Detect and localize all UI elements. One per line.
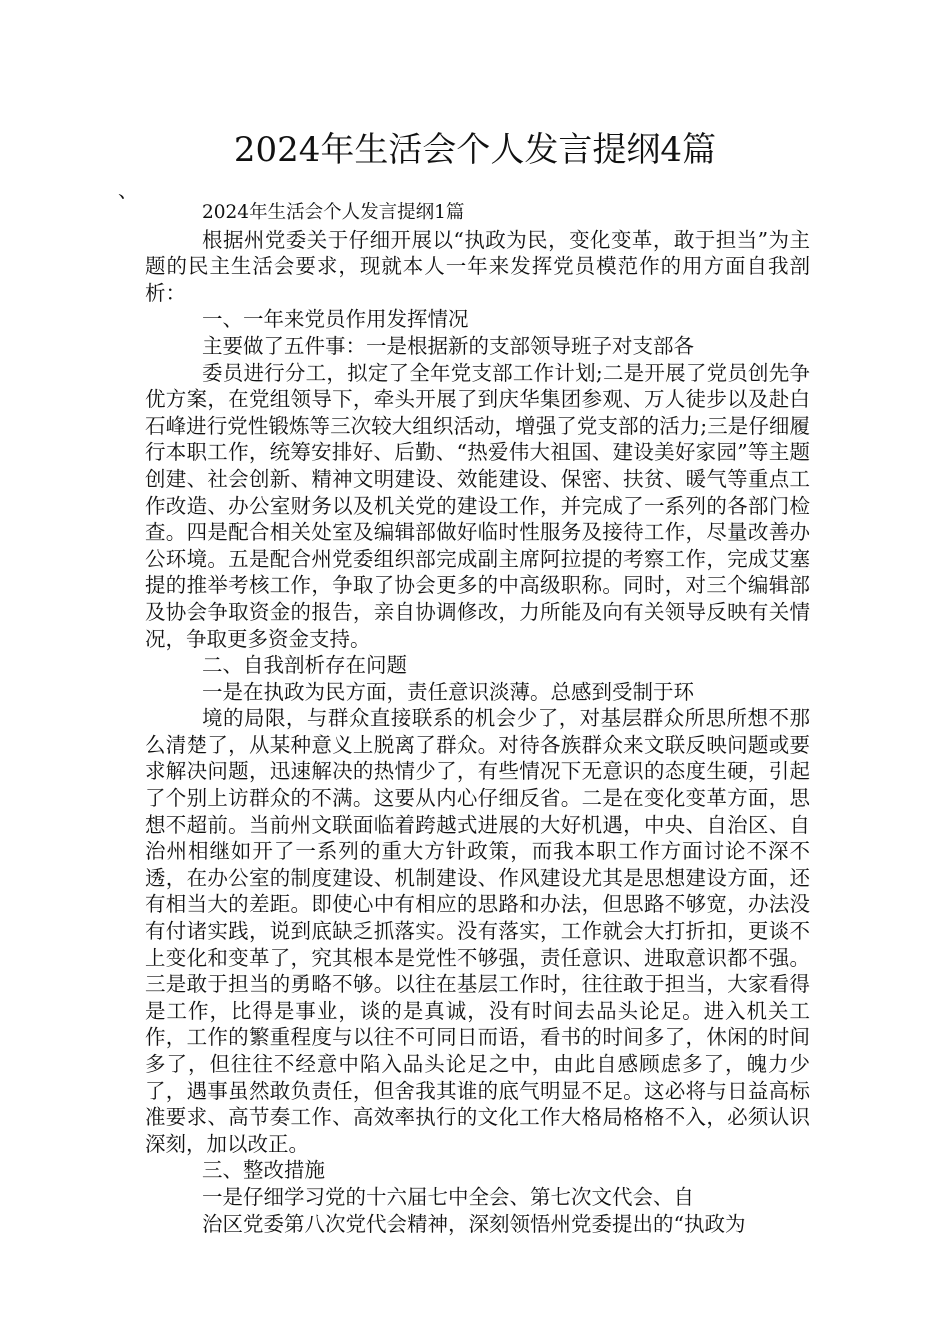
paragraph: 委员进行分工，拟定了全年党支部工作计划;二是开展了党员创先争优方案，在党组领导下，牵头开展了到庆华集团参观、万人徒步以及赴白石峰进行党性锻炼等三次较大组织活动，增强了党支部的活力;三是仔细履行本职工作，统筹安排好、后勤、“热爱伟大祖国、建设美好家园”等主题创建、社会创新、精神文明建设、效能建设、保密、扶贫、暖气等重点工作改造、办公室财务以及机关党的建设工作，并完成了一系列的各部门检查。四是配合相关处室及编辑部做好临时性服务及接待工作，尽量改善办公环境。五是配合州党委组织部完成副主席阿拉提的考察工作，完成艾塞提的推举考核工作，争取了协会更多的中高级职称。同时，对三个编辑部及协会争取资金的报告，亲自协调修改，力所能及向有关领导反映有关情况，争取更多资金支持。 <box>145 360 810 651</box>
document-body <box>145 200 810 1237</box>
section-heading-3: 三、整改措施 <box>202 1158 325 1183</box>
paragraph: 主要做了五件事：一是根据新的支部领导班子对支部各 <box>202 333 694 358</box>
document-title: 2024年生活会个人发言提纲4篇 <box>233 130 717 170</box>
enumeration-mark: 、 <box>118 178 138 202</box>
paragraph: 一是在执政为民方面，责任意识淡薄。总感到受制于环 <box>202 679 694 704</box>
section-heading-2: 二、自我剖析存在问题 <box>202 653 407 678</box>
paragraph-intro: 根据州党委关于仔细开展以“执政为民，变化变革，敢于担当”为主题的民主生活会要求，现就本人一年来发挥党员模范作的用方面自我剖析： <box>145 227 810 305</box>
paragraph: 境的局限，与群众直接联系的机会少了，对基层群众所思所想不那么清楚了，从某种意义上脱离了群众。对待各族群众来文联反映问题或要求解决问题，迅速解决的热情少了，有些情况下无意识的态度生硬，引起了个别上访群众的不满。这要从内心仔细反省。二是在变化变革方面，思想不超前。当前州文联面临着跨越式进展的大好机遇，中央、自治区、自治州相继如开了一系列的重大方针政策，而我本职工作方面讨论不深不透，在办公室的制度建设、机制建设、作风建设尤其是思想建设方面，还有相当大的差距。即使心中有相应的思路和办法，但思路不够宽，办法没有付诸实践，说到底缺乏抓落实。没有落实，工作就会大打折扣，更谈不上变化和变革了，究其根本是党性不够强，责任意识、进取意识都不强。三是敢于担当的勇略不够。以往在基层工作时，往往敢于担当，大家看得是工作，比得是事业，谈的是真诚，没有时间去品头论足。进入机关工作，工作的繁重程度与以往不可同日而语，看书的时间多了，休闲的时间多了，但往往不经意中陷入品头论足之中，由此自感顾虑多了，魄力少了，遇事虽然敢负责任，但舍我其谁的底气明显不足。这必将与日益高标准要求、高节奏工作、高效率执行的文化工作大格局格格不入，必须认识深刻，加以改正。 <box>145 706 810 1156</box>
document-subtitle: 2024年生活会个人发言提纲1篇 <box>202 202 465 223</box>
section-heading-1: 一、一年来党员作用发挥情况 <box>202 307 469 332</box>
paragraph: 一是仔细学习党的十六届七中全会、第七次文代会、自 <box>202 1184 694 1209</box>
paragraph: 治区党委第八次党代会精神，深刻领悟州党委提出的“执政为 <box>202 1211 746 1236</box>
